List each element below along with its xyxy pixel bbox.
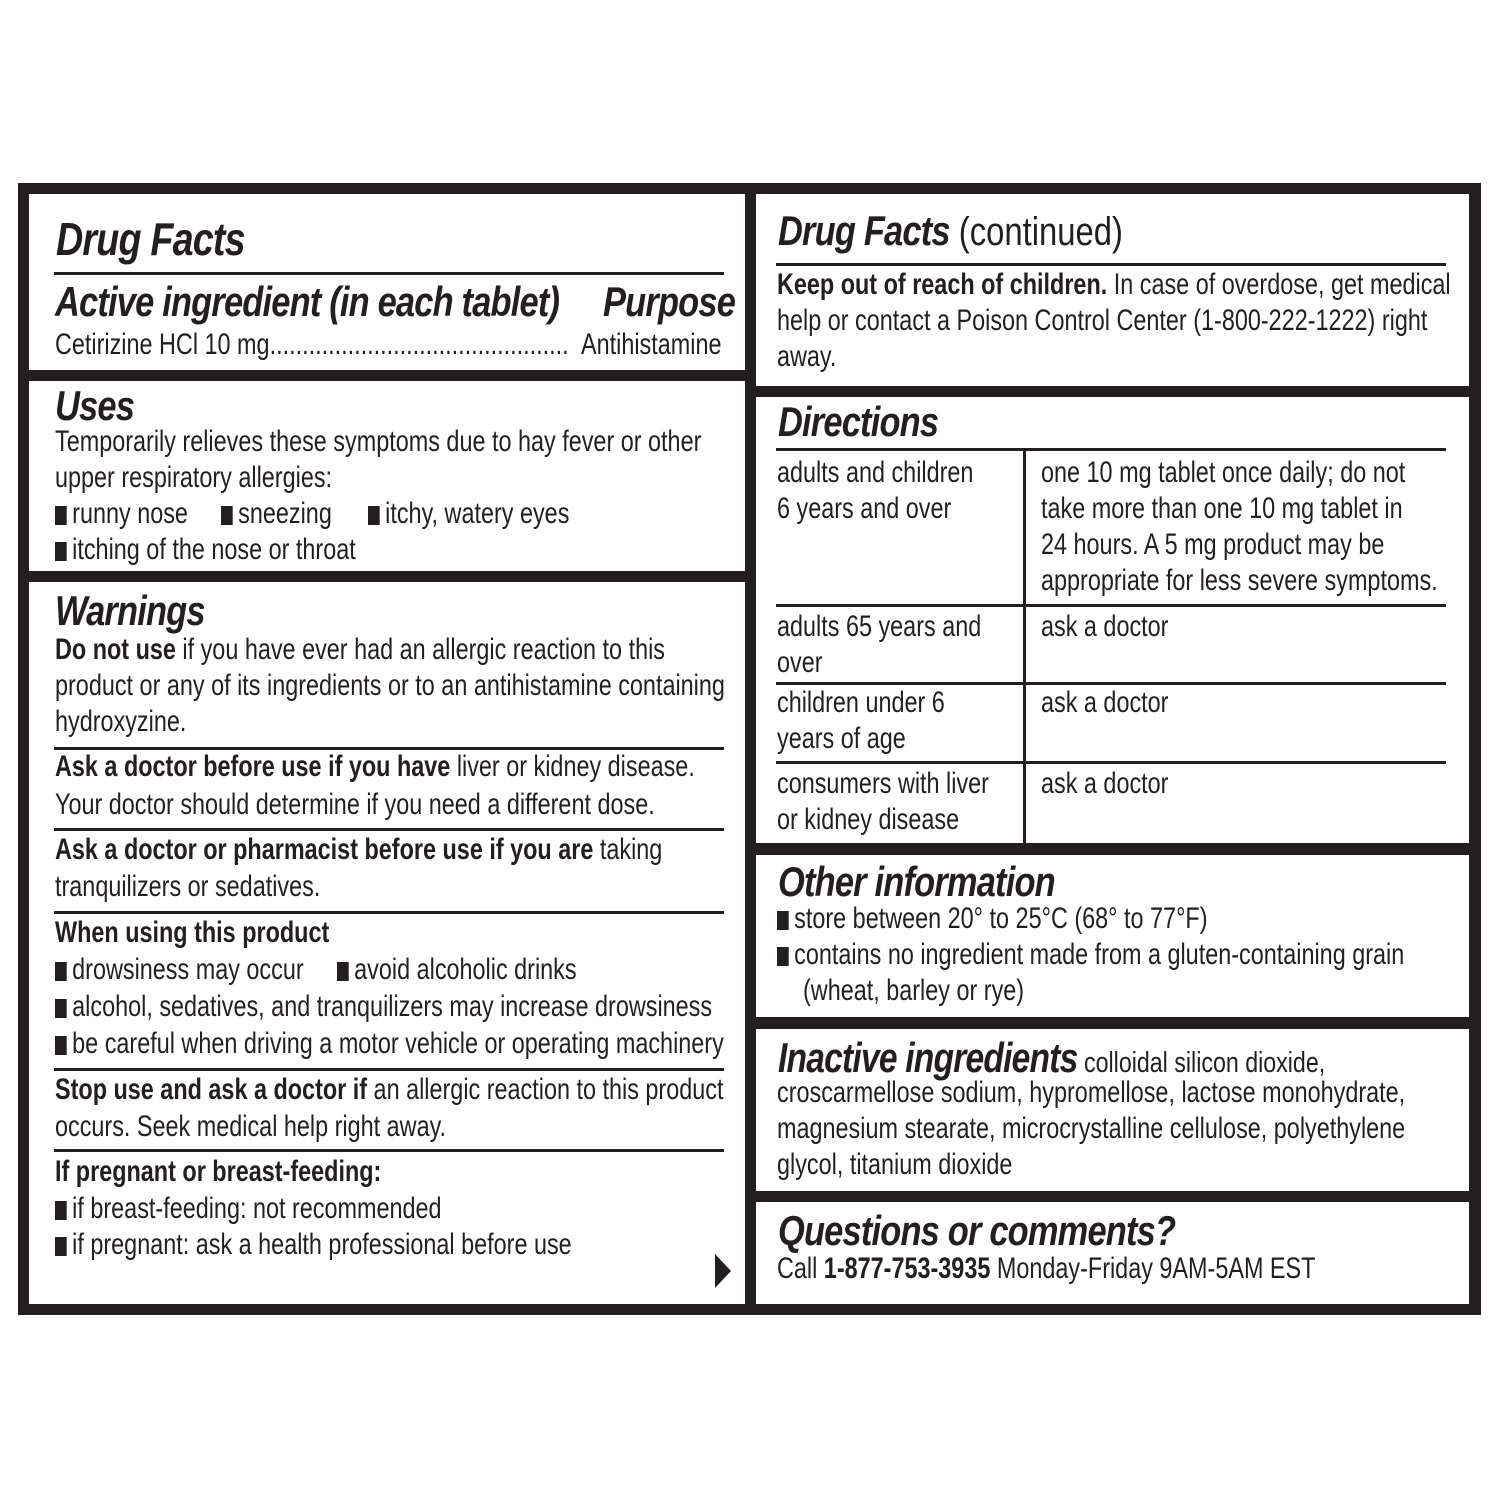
uses-intro-line2: upper respiratory allergies: xyxy=(55,461,333,494)
active-ingredient-heading: Active ingredient (in each tablet) xyxy=(55,278,560,325)
do-not-use-line2: product or any of its ingredients or to an antihistamine containing xyxy=(55,669,725,702)
active-ingredient-row xyxy=(55,327,569,363)
directions-who: years of age xyxy=(777,722,906,755)
drug-facts-continued-title: Drug Facts (continued) xyxy=(778,207,1123,254)
directions-what: ask a doctor xyxy=(1041,610,1169,643)
divider xyxy=(54,828,724,831)
stop-use-line1: Stop use and ask a doctor if an allergic reaction to this product xyxy=(55,1073,724,1106)
uses-item: itchy, watery eyes xyxy=(368,496,569,532)
table-row-rule xyxy=(776,604,1446,607)
inactive-line1: Inactive ingredients colloidal silicon dioxide, xyxy=(778,1034,1326,1081)
directions-who: children under 6 xyxy=(777,686,945,719)
inactive-ingredients-heading: Inactive ingredients xyxy=(778,1034,1078,1081)
when-using-item: be careful when driving a motor vehicle or operating machinery xyxy=(55,1026,724,1062)
panel-other-information xyxy=(756,855,1469,1017)
uses-heading: Uses xyxy=(55,382,135,429)
questions-heading: Questions or comments? xyxy=(778,1207,1176,1254)
divider xyxy=(54,911,724,914)
directions-heading: Directions xyxy=(778,398,939,445)
keep-out-line3: away. xyxy=(777,340,837,373)
bullet-square-icon xyxy=(368,506,380,525)
directions-who: adults and children xyxy=(777,456,974,489)
leader-dots: .............................................. xyxy=(269,328,569,361)
pregnant-heading: If pregnant or breast-feeding: xyxy=(55,1155,382,1188)
ask-doctor-line2: Your doctor should determine if you need a different dose. xyxy=(55,788,655,821)
other-information-heading: Other information xyxy=(778,858,1055,905)
directions-who: adults 65 years and xyxy=(777,610,982,643)
divider xyxy=(54,1068,724,1071)
ask-pharmacist-line1: Ask a doctor or pharmacist before use if you are taking xyxy=(55,833,663,866)
panel-directions xyxy=(756,397,1469,843)
when-using-heading: When using this product xyxy=(55,916,330,949)
warnings-heading: Warnings xyxy=(55,587,205,634)
bullet-square-icon xyxy=(55,1201,67,1220)
directions-who: 6 years and over xyxy=(777,492,952,525)
ask-pharmacist-line2: tranquilizers or sedatives. xyxy=(55,870,321,903)
bullet-square-icon xyxy=(55,962,67,981)
panel-inactive-ingredients xyxy=(756,1029,1469,1191)
inactive-line3: magnesium stearate, microcrystalline cellulose, polyethylene xyxy=(777,1112,1406,1145)
directions-what: 24 hours. A 5 mg product may be xyxy=(1041,528,1385,561)
other-info-item-continuation: (wheat, barley or rye) xyxy=(803,974,1025,1007)
directions-what: appropriate for less severe symptoms. xyxy=(1041,564,1438,597)
directions-who: over xyxy=(777,646,823,679)
directions-who: or kidney disease xyxy=(777,803,960,836)
bullet-square-icon xyxy=(777,911,789,930)
uses-item: itching of the nose or throat xyxy=(55,532,356,568)
panel-questions xyxy=(756,1202,1469,1304)
when-using-item: alcohol, sedatives, and tranquilizers may increase drowsiness xyxy=(55,989,712,1025)
panel-warnings xyxy=(29,582,745,1304)
do-not-use-line1: Do not use if you have ever had an allergic reaction to this xyxy=(55,633,665,666)
when-using-item: avoid alcoholic drinks xyxy=(337,952,577,988)
when-using-item: drowsiness may occur xyxy=(55,952,304,988)
phone-number: 1-877-753-3935 xyxy=(823,1252,991,1285)
uses-item: runny nose xyxy=(55,496,188,532)
directions-who: consumers with liver xyxy=(777,767,989,800)
ingredient-purpose: Antihistamine xyxy=(581,328,722,361)
directions-what: ask a doctor xyxy=(1041,686,1169,719)
bullet-square-icon xyxy=(55,1036,67,1055)
directions-what: ask a doctor xyxy=(1041,767,1169,800)
stop-use-line2: occurs. Seek medical help right away. xyxy=(55,1110,447,1143)
keep-out-line1: Keep out of reach of children. In case of overdose, get medical xyxy=(777,268,1451,301)
table-top-rule xyxy=(776,448,1446,451)
pregnant-item: if pregnant: ask a health professional before use xyxy=(55,1227,572,1263)
questions-call-line: Call 1-877-753-3935 Monday-Friday 9AM-5AM EST xyxy=(777,1252,1316,1285)
drug-facts-title: Drug Facts xyxy=(56,213,245,265)
table-column-divider xyxy=(1023,448,1026,843)
table-row-rule xyxy=(776,761,1446,764)
divider xyxy=(776,263,1446,266)
pregnant-item: if breast-feeding: not recommended xyxy=(55,1191,442,1227)
directions-what: take more than one 10 mg tablet in xyxy=(1041,492,1403,525)
other-info-item: contains no ingredient made from a gluten-containing grain xyxy=(777,937,1404,973)
panel-keep-out xyxy=(756,194,1469,386)
other-info-item: store between 20° to 25°C (68° to 77°F) xyxy=(777,901,1208,937)
bullet-square-icon xyxy=(777,947,789,966)
purpose-heading: Purpose xyxy=(603,278,736,325)
bullet-square-icon xyxy=(337,962,349,981)
inactive-line2: croscarmellose sodium, hypromellose, lactose monohydrate, xyxy=(777,1076,1406,1109)
bullet-square-icon xyxy=(55,506,67,525)
uses-item: sneezing xyxy=(221,496,332,532)
ask-doctor-line1: Ask a doctor before use if you have liver or kidney disease. xyxy=(55,750,695,783)
bullet-square-icon xyxy=(221,506,233,525)
panel-active-ingredient xyxy=(29,194,745,370)
panel-uses xyxy=(29,381,745,571)
bullet-square-icon xyxy=(55,542,67,561)
ingredient-name: Cetirizine HCl 10 mg xyxy=(55,328,270,361)
bullet-square-icon xyxy=(55,1237,67,1256)
uses-intro-line1: Temporarily relieves these symptoms due to hay fever or other xyxy=(55,425,702,458)
divider xyxy=(54,272,724,275)
bullet-square-icon xyxy=(55,999,67,1018)
do-not-use-line3: hydroxyzine. xyxy=(55,705,187,738)
divider xyxy=(54,1149,724,1152)
inactive-line4: glycol, titanium dioxide xyxy=(777,1148,1013,1181)
directions-what: one 10 mg tablet once daily; do not xyxy=(1041,456,1406,489)
continue-arrow-icon xyxy=(715,1254,731,1288)
keep-out-line2: help or contact a Poison Control Center (1-800-222-1222) right xyxy=(777,304,1428,337)
